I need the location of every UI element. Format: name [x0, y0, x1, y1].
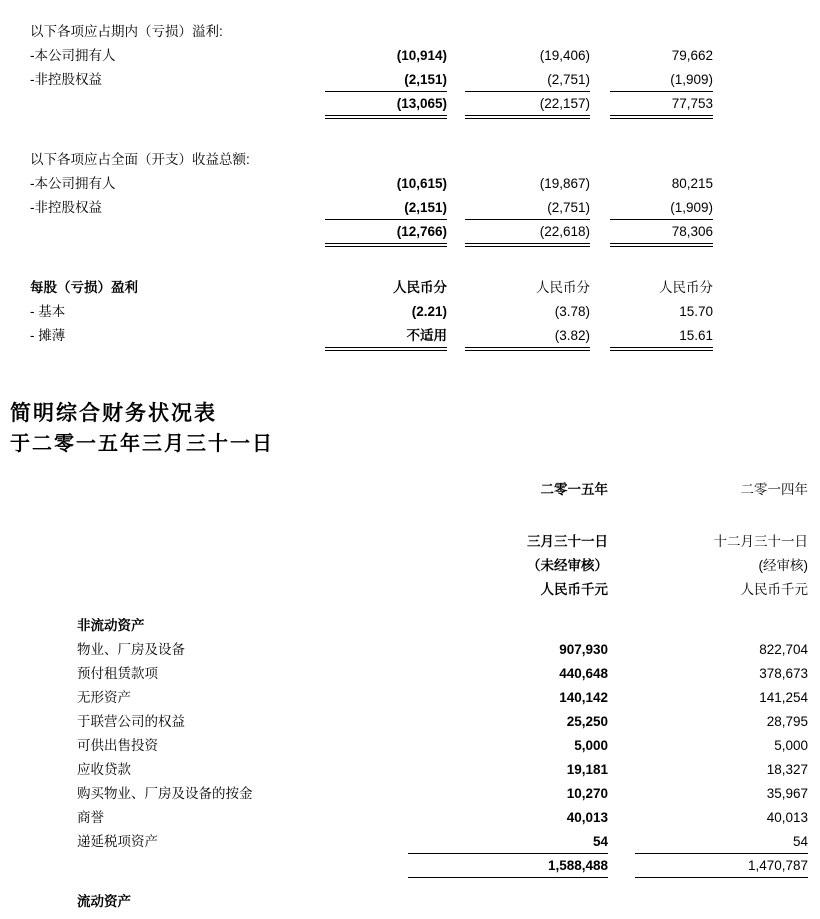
- value-col3: 15.70: [679, 304, 713, 319]
- section-header: 以下各项应占期内（亏损）溢利:: [30, 24, 223, 39]
- total-row: [0, 92, 820, 116]
- row-label: - 基本: [30, 304, 66, 319]
- table-row: [0, 686, 820, 710]
- value-2015: 25,250: [566, 714, 608, 729]
- value-col3: 15.61: [610, 324, 713, 348]
- row-label: 于联营公司的权益: [77, 714, 185, 729]
- column-year-row: [0, 478, 820, 502]
- value-col3: (1,909): [610, 196, 713, 220]
- total-2014: 1,470,787: [635, 854, 808, 878]
- col-2015-unit: 人民币千元: [540, 582, 608, 597]
- total-col2: (22,618): [465, 220, 590, 244]
- noncurrent-total-row: [0, 854, 820, 878]
- table-row: [0, 782, 820, 806]
- value-col1: (2,151): [325, 196, 447, 220]
- current-assets-header-row: [0, 890, 820, 914]
- table-row: [0, 638, 820, 662]
- table-row: [0, 830, 820, 854]
- eps-unit-col3: 人民币分: [659, 280, 713, 295]
- total-col3: 78,306: [610, 220, 713, 244]
- row-label: 递延税项资产: [77, 834, 158, 849]
- value-2014: 40,013: [766, 810, 808, 825]
- statement-title: 简明综合财务状况表: [10, 401, 217, 425]
- table-row: [0, 68, 820, 92]
- row-label: 应收贷款: [77, 762, 131, 777]
- statement-subtitle: 于二零一五年三月三十一日: [10, 433, 274, 455]
- row-label: -本公司拥有人: [30, 176, 116, 191]
- col-2014-date: 十二月三十一日: [713, 534, 808, 549]
- value-2015: 10,270: [566, 786, 608, 801]
- table-row: [0, 662, 820, 686]
- row-label: 商誉: [77, 810, 104, 825]
- row-label: 物业、厂房及设备: [77, 642, 185, 657]
- value-2015: 907,930: [559, 642, 608, 657]
- noncurrent-assets-header-row: [0, 614, 820, 638]
- section-comprehensive-income: [0, 148, 820, 244]
- col-2015-year: 二零一五年: [540, 482, 608, 497]
- value-col1: (2,151): [325, 68, 447, 92]
- value-2015: 5,000: [574, 738, 608, 753]
- value-2014: 18,327: [766, 762, 808, 777]
- value-col2: (19,406): [539, 48, 590, 63]
- column-audit-row: [0, 554, 820, 578]
- section-header-row: [0, 20, 820, 44]
- col-2014-unit: 人民币千元: [740, 582, 808, 597]
- value-col2: (2,751): [465, 196, 590, 220]
- value-2014: 822,704: [759, 642, 808, 657]
- value-col1: (10,615): [396, 176, 447, 191]
- table-row: [0, 196, 820, 220]
- value-2015: 54: [408, 830, 608, 854]
- value-col3: (1,909): [610, 68, 713, 92]
- value-col1: (10,914): [396, 48, 447, 63]
- row-label: 无形资产: [77, 690, 131, 705]
- table-row: [0, 324, 820, 348]
- total-row: [0, 220, 820, 244]
- eps-header: 每股（亏损）盈利: [30, 280, 138, 295]
- value-2015: 440,648: [559, 666, 608, 681]
- table-row: [0, 806, 820, 830]
- row-label: 预付租赁款项: [77, 666, 158, 681]
- total-2015: 1,588,488: [408, 854, 608, 878]
- col-2014-year: 二零一四年: [740, 482, 808, 497]
- table-row: [0, 758, 820, 782]
- value-col3: 79,662: [671, 48, 713, 63]
- column-unit-row: [0, 578, 820, 602]
- value-2014: 28,795: [766, 714, 808, 729]
- table-row: [0, 710, 820, 734]
- row-label: 购买物业、厂房及设备的按金: [77, 786, 253, 801]
- section-header: 以下各项应占全面（开支）收益总额:: [30, 152, 250, 167]
- value-col1: 不适用: [325, 324, 447, 348]
- value-2014: 141,254: [759, 690, 808, 705]
- current-assets-header: 流动资产: [77, 894, 131, 909]
- financial-position-table: [0, 478, 820, 914]
- section-eps: [0, 276, 820, 348]
- value-col2: (3.82): [465, 324, 590, 348]
- table-row: [0, 172, 820, 196]
- row-label: -非控股权益: [30, 200, 102, 215]
- row-label: - 摊薄: [30, 328, 66, 343]
- value-col2: (2,751): [465, 68, 590, 92]
- value-col1: (2.21): [411, 304, 447, 319]
- table-row: [0, 300, 820, 324]
- column-date-row: [0, 530, 820, 554]
- row-label: -非控股权益: [30, 72, 102, 87]
- value-col3: 80,215: [671, 176, 713, 191]
- value-2014: 378,673: [759, 666, 808, 681]
- table-row: [0, 44, 820, 68]
- value-2014: 35,967: [766, 786, 808, 801]
- row-label: -本公司拥有人: [30, 48, 116, 63]
- section-header-row: [0, 148, 820, 172]
- eps-header-row: [0, 276, 820, 300]
- col-2015-audit: （未经审核）: [527, 558, 608, 573]
- table-row: [0, 734, 820, 758]
- value-2014: 5,000: [774, 738, 808, 753]
- value-col2: (3.78): [554, 304, 590, 319]
- total-col1: (13,065): [325, 92, 447, 116]
- value-2015: 140,142: [559, 690, 608, 705]
- value-2014: 54: [635, 830, 808, 854]
- eps-unit-col2: 人民币分: [536, 280, 590, 295]
- value-2015: 19,181: [566, 762, 608, 777]
- row-label: 可供出售投资: [77, 738, 158, 753]
- total-col3: 77,753: [610, 92, 713, 116]
- total-col2: (22,157): [465, 92, 590, 116]
- col-2014-audit: (经审核): [758, 558, 808, 573]
- section-period-profit: [0, 20, 820, 116]
- eps-unit-col1: 人民币分: [393, 280, 447, 295]
- noncurrent-assets-header: 非流动资产: [77, 618, 145, 633]
- total-col1: (12,766): [325, 220, 447, 244]
- value-col2: (19,867): [539, 176, 590, 191]
- col-2015-date: 三月三十一日: [527, 534, 608, 549]
- value-2015: 40,013: [566, 810, 608, 825]
